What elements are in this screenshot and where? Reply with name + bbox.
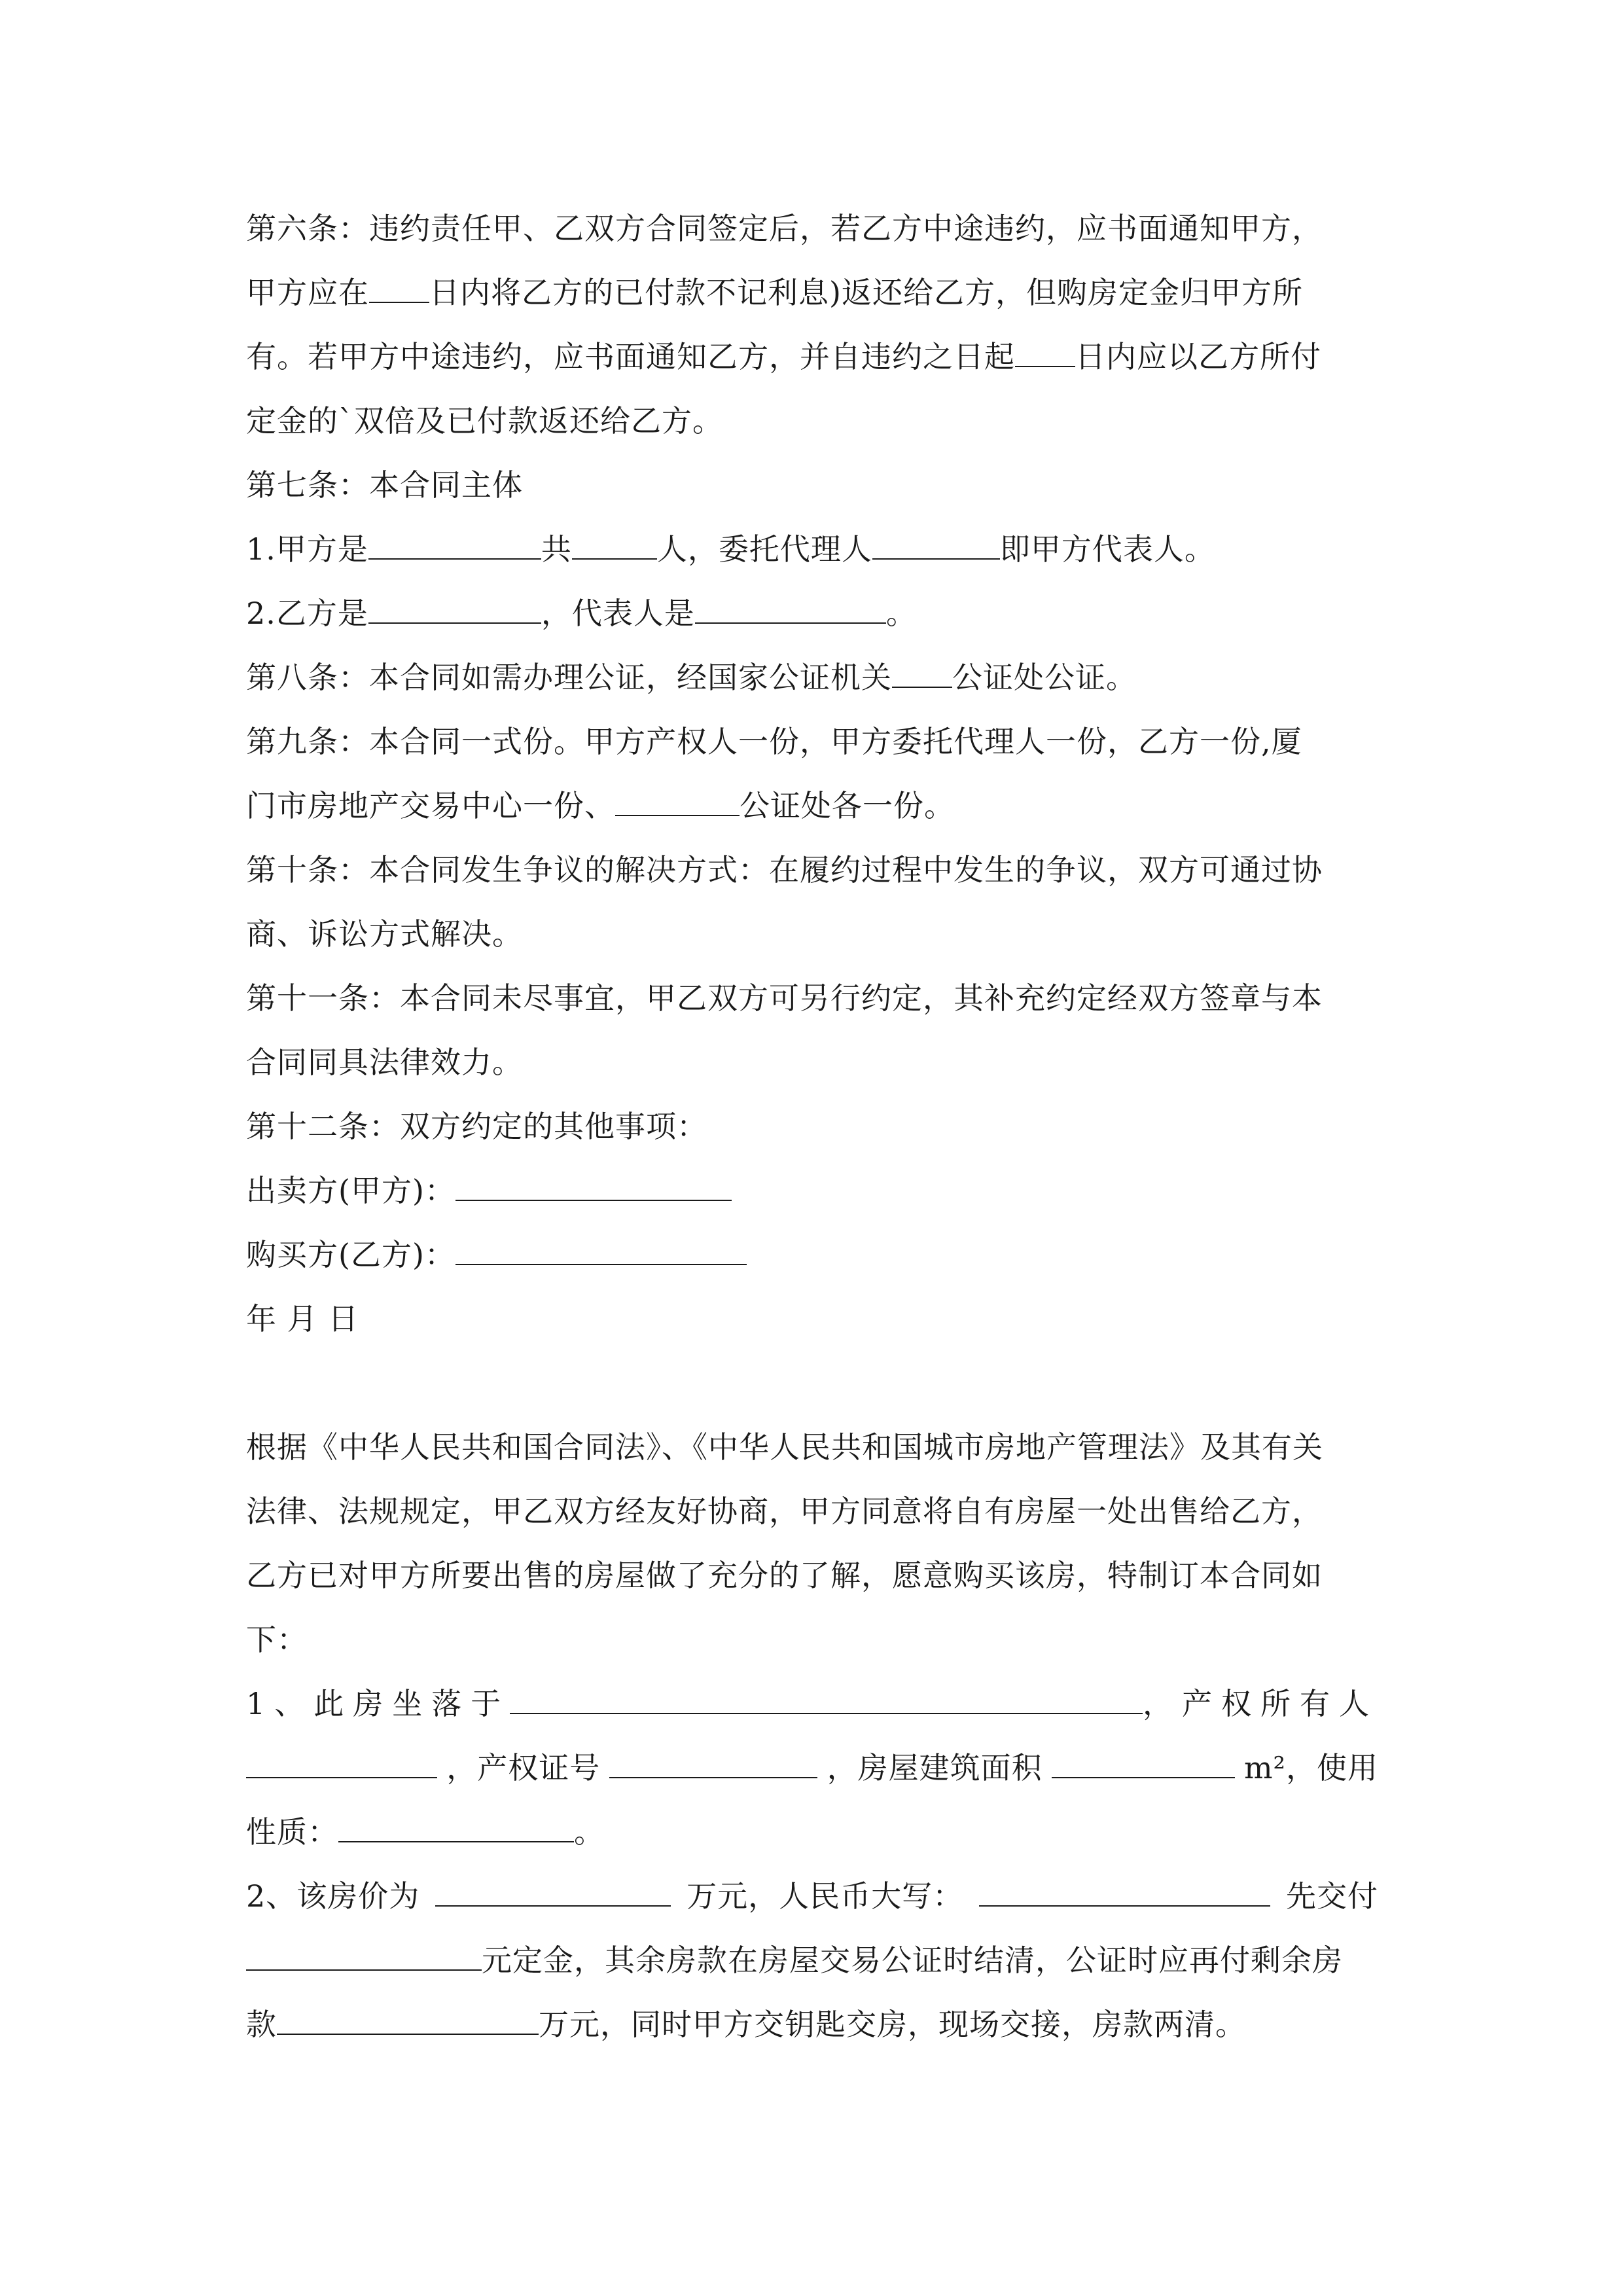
agent-name-blank[interactable] [872, 536, 1000, 560]
section-gap [246, 1351, 1378, 1415]
item-1-line-3: 性质： 。 [246, 1814, 605, 1850]
article-7-party-b: 2.乙方是 ，代表人是 。 [246, 596, 917, 631]
item-2-line-1: 2、该房价为 万元，人民币大写： 先交付 [246, 1878, 1378, 1914]
contract-page [246, 196, 1378, 2056]
preamble-line-2: 法律、法规规定，甲乙双方经友好协商，甲方同意将自有房屋一处出售给乙方， [246, 1494, 1323, 1529]
deposit-blank[interactable] [246, 1947, 482, 1971]
price-in-words-blank[interactable] [979, 1883, 1270, 1907]
notary-office-blank[interactable] [892, 664, 952, 688]
article-8: 第八条：本合同如需办理公证，经国家公证机关 公证处公证。 [246, 660, 1137, 695]
item-1-line-2: ，产权证号 ，房屋建筑面积 m²，使用 [246, 1736, 1378, 1800]
signing-date: 年 月 日 [246, 1301, 359, 1336]
days-refund-blank[interactable] [369, 279, 429, 303]
article-10-line-1: 第十条：本合同发生争议的解决方式：在履约过程中发生的争议，双方可通过协 [246, 852, 1323, 888]
price-blank[interactable] [435, 1883, 671, 1907]
article-10-line-2: 商、诉讼方式解决。 [246, 916, 523, 952]
buyer-signature-blank[interactable] [455, 1242, 747, 1265]
preamble-line-3: 乙方已对甲方所要出售的房屋做了充分的了解，愿意购买该房，特制订本合同如 [246, 1558, 1323, 1593]
notary-copy-blank[interactable] [615, 793, 740, 816]
article-11-line-1: 第十一条：本合同未尽事宜，甲乙双方可另行约定，其补充约定经双方签章与本 [246, 980, 1323, 1016]
item-1-line-1: 1、此房坐落于 ，产权所有人 [246, 1686, 1378, 1721]
days-penalty-blank[interactable] [1015, 344, 1075, 367]
article-12-title: 第十二条：双方约定的其他事项： [246, 1109, 707, 1144]
article-7-title: 第七条：本合同主体 [246, 467, 523, 503]
item-2-line-3: 款 万元，同时甲方交钥匙交房，现场交接，房款两清。 [246, 2007, 1246, 2042]
preamble-line-4: 下： [246, 1622, 308, 1657]
party-b-name-blank[interactable] [368, 600, 541, 624]
certificate-number-blank[interactable] [609, 1755, 817, 1778]
seller-signature-blank[interactable] [455, 1177, 732, 1201]
party-a-name-blank[interactable] [368, 536, 541, 560]
article-6-line-3: 有。若甲方中途违约，应书面通知乙方，并自违约之日起 日内应以乙方所付 [246, 339, 1321, 374]
article-9-line-2: 门市房地产交易中心一份、 公证处各一份。 [246, 788, 955, 823]
party-a-count-blank[interactable] [572, 536, 657, 560]
representative-blank[interactable] [695, 600, 886, 624]
floor-area-blank[interactable] [1052, 1755, 1235, 1778]
buyer-signature-line: 购买方(乙方)： [246, 1223, 1378, 1287]
item-2-line-2: 元定金，其余房款在房屋交易公证时结清，公证时应再付剩余房 [246, 1928, 1378, 1992]
article-6-line-1: 第六条：违约责任甲、乙双方合同签定后，若乙方中途违约，应书面通知甲方， [246, 211, 1323, 246]
article-6-line-2: 甲方应在 日内将乙方的已付款不记利息)返还给乙方，但购房定金归甲方所 [246, 275, 1303, 310]
article-9-line-1: 第九条：本合同一式份。甲方产权人一份，甲方委托代理人一份，乙方一份,厦 [246, 724, 1302, 759]
remaining-payment-blank[interactable] [277, 2011, 539, 2035]
article-7-party-a: 1.甲方是 共 人，委托代理人 即甲方代表人。 [246, 531, 1215, 567]
seller-signature-line: 出卖方(甲方)： [246, 1158, 1378, 1223]
article-11-line-2: 合同同具法律效力。 [246, 1045, 523, 1080]
article-6-line-4: 定金的`双倍及已付款返还给乙方。 [246, 403, 723, 439]
property-address-blank[interactable] [510, 1691, 1143, 1714]
preamble-line-1: 根据《中华人民共和国合同法》、《中华人民共和国城市房地产管理法》及其有关 [246, 1429, 1323, 1465]
usage-nature-blank[interactable] [338, 1819, 574, 1842]
owner-name-blank[interactable] [246, 1755, 437, 1778]
